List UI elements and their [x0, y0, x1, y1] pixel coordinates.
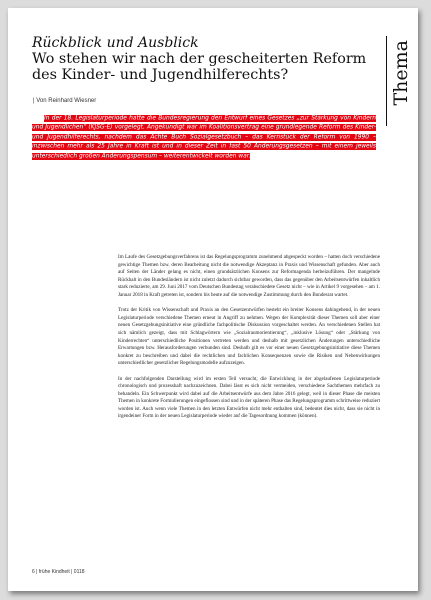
section-divider [386, 36, 387, 126]
section-label: Thema [390, 40, 412, 106]
article-body [118, 254, 380, 429]
magazine-page [8, 8, 418, 591]
article-lead-text: In der 18. Legislaturperiode hatte die Bundesregierung den Entwurf eines Gesetzes „zur Stärkung von Kindern und Jugendlichen“ (KJSG-E) vorgelegt. Angekündigt war im Koalitionsvertrag eine grundlegende Reform des Kinder- und Jugendhilferechts, nachdem das Achte Buch Sozialgesetzbuch – das Kernstück der Reform von 1990 – inzwischen mehr als 25 Jahre in Kraft ist und in dieser Zeit in fast 50 Änderungsgesetzen – mit einem jeweils unterschiedlich großen Änderungspensum – weiterentwickelt worden war. [32, 115, 376, 159]
body-paragraph: Trotz der Kritik von Wissenschaft und Praxis an den Gesetzentwürfen besteht ein breiter Konsens dahingehend, in der neuen Legislaturperiode verschiedene Themen erneut in Angriff zu nehmen. Wegen der Komplexität dieser Themen soll aber einer neuen Gesetzgebungsinitiative eine gründliche fachpolitische Diskussion vorgeschaltet werden. An verschiedenen Stellen hat sich nämlich gezeigt, dass mit Schlagwörtern wie „Sozialraumorientierung“, „inklusive Lösung“ oder „Stärkung von Kinderrechten“ unterschiedliche Positionen vertreten werden und deshalb mit gesetzlichen Änderungen unterschiedliche Erwartungen bzw. Herausforderungen verbunden sind. Deshalb gilt es vor einer neuen Gesetzgebungsinitiative diese Themen konkret zu beschreiben und dabei die rechtlichen und fachlichen Konsequenzen sowie die Risiken und Nebenwirkungen unterschiedlicher gesetzlicher Regelungsmodelle aufzuzeigen. [118, 307, 380, 367]
article-byline: | Von Reinhard Wiesner [33, 98, 97, 104]
body-paragraph: In der nachfolgenden Darstellung wird im ersten Teil versucht, die Entwicklung in der abgelaufenen Legislaturperiode chronologisch und prozesshaft nachzuzeichnen. Dabei lässt es sich nicht vermeiden, verschiedene Sachthemen mehrfach zu behandeln. Ein Schwerpunkt wird dabei auf die Arbeitsentwürfe aus dem Jahre 2016 gelegt, weil in dieser Phase die meisten Themen in konkrete Formulierungen eingeflossen sind und in der späteren Phase das Regelungsprogramm schrittweise reduziert worden ist. Auch wenn viele Themen in den letzten Entwürfen nicht mehr enthalten sind, bedeutet dies nicht, dass sie nicht in irgendeiner Form in der neuen Legislaturperiode wieder auf die Tagesordnung kommen (können). [118, 375, 380, 420]
article-lead [32, 114, 376, 162]
article-kicker: Rückblick und Ausblick [32, 35, 199, 51]
page-footer: 6 | frühe Kindheit | 0118 [32, 569, 85, 575]
article-headline: Wo stehen wir nach der gescheiterten Reform des Kinder- und Jugendhilferechts? [32, 51, 367, 83]
body-paragraph: Im Laufe des Gesetzgebungsverfahrens ist das Regelungsprogramm zunehmend abgespeckt worden – hatten doch verschiedene gewichtige Themen bzw. deren Bearbeitung nicht die notwendige Akzeptanz in Praxis und Wissenschaft gefunden. Aber auch auf Seiten der Länder gelang es nicht, einen grundsätzlichen Konsens zur Reformagenda herbeizuführen. Der mangelnde Rückhalt in den Bundesländern ist nicht zuletzt dadurch sichtbar geworden, dass das gegenüber den Arbeitsentwürfen inhaltlich stark reduzierte, am 29. Juni 2017 vom Deutschen Bundestag verabschiedete Gesetz nicht – wie in Artikel 9 vorgesehen – am 1. Januar 2018 in Kraft getreten ist, sondern bis heute auf die notwendige Zustimmung durch den Bundesrat wartet. [118, 254, 380, 298]
